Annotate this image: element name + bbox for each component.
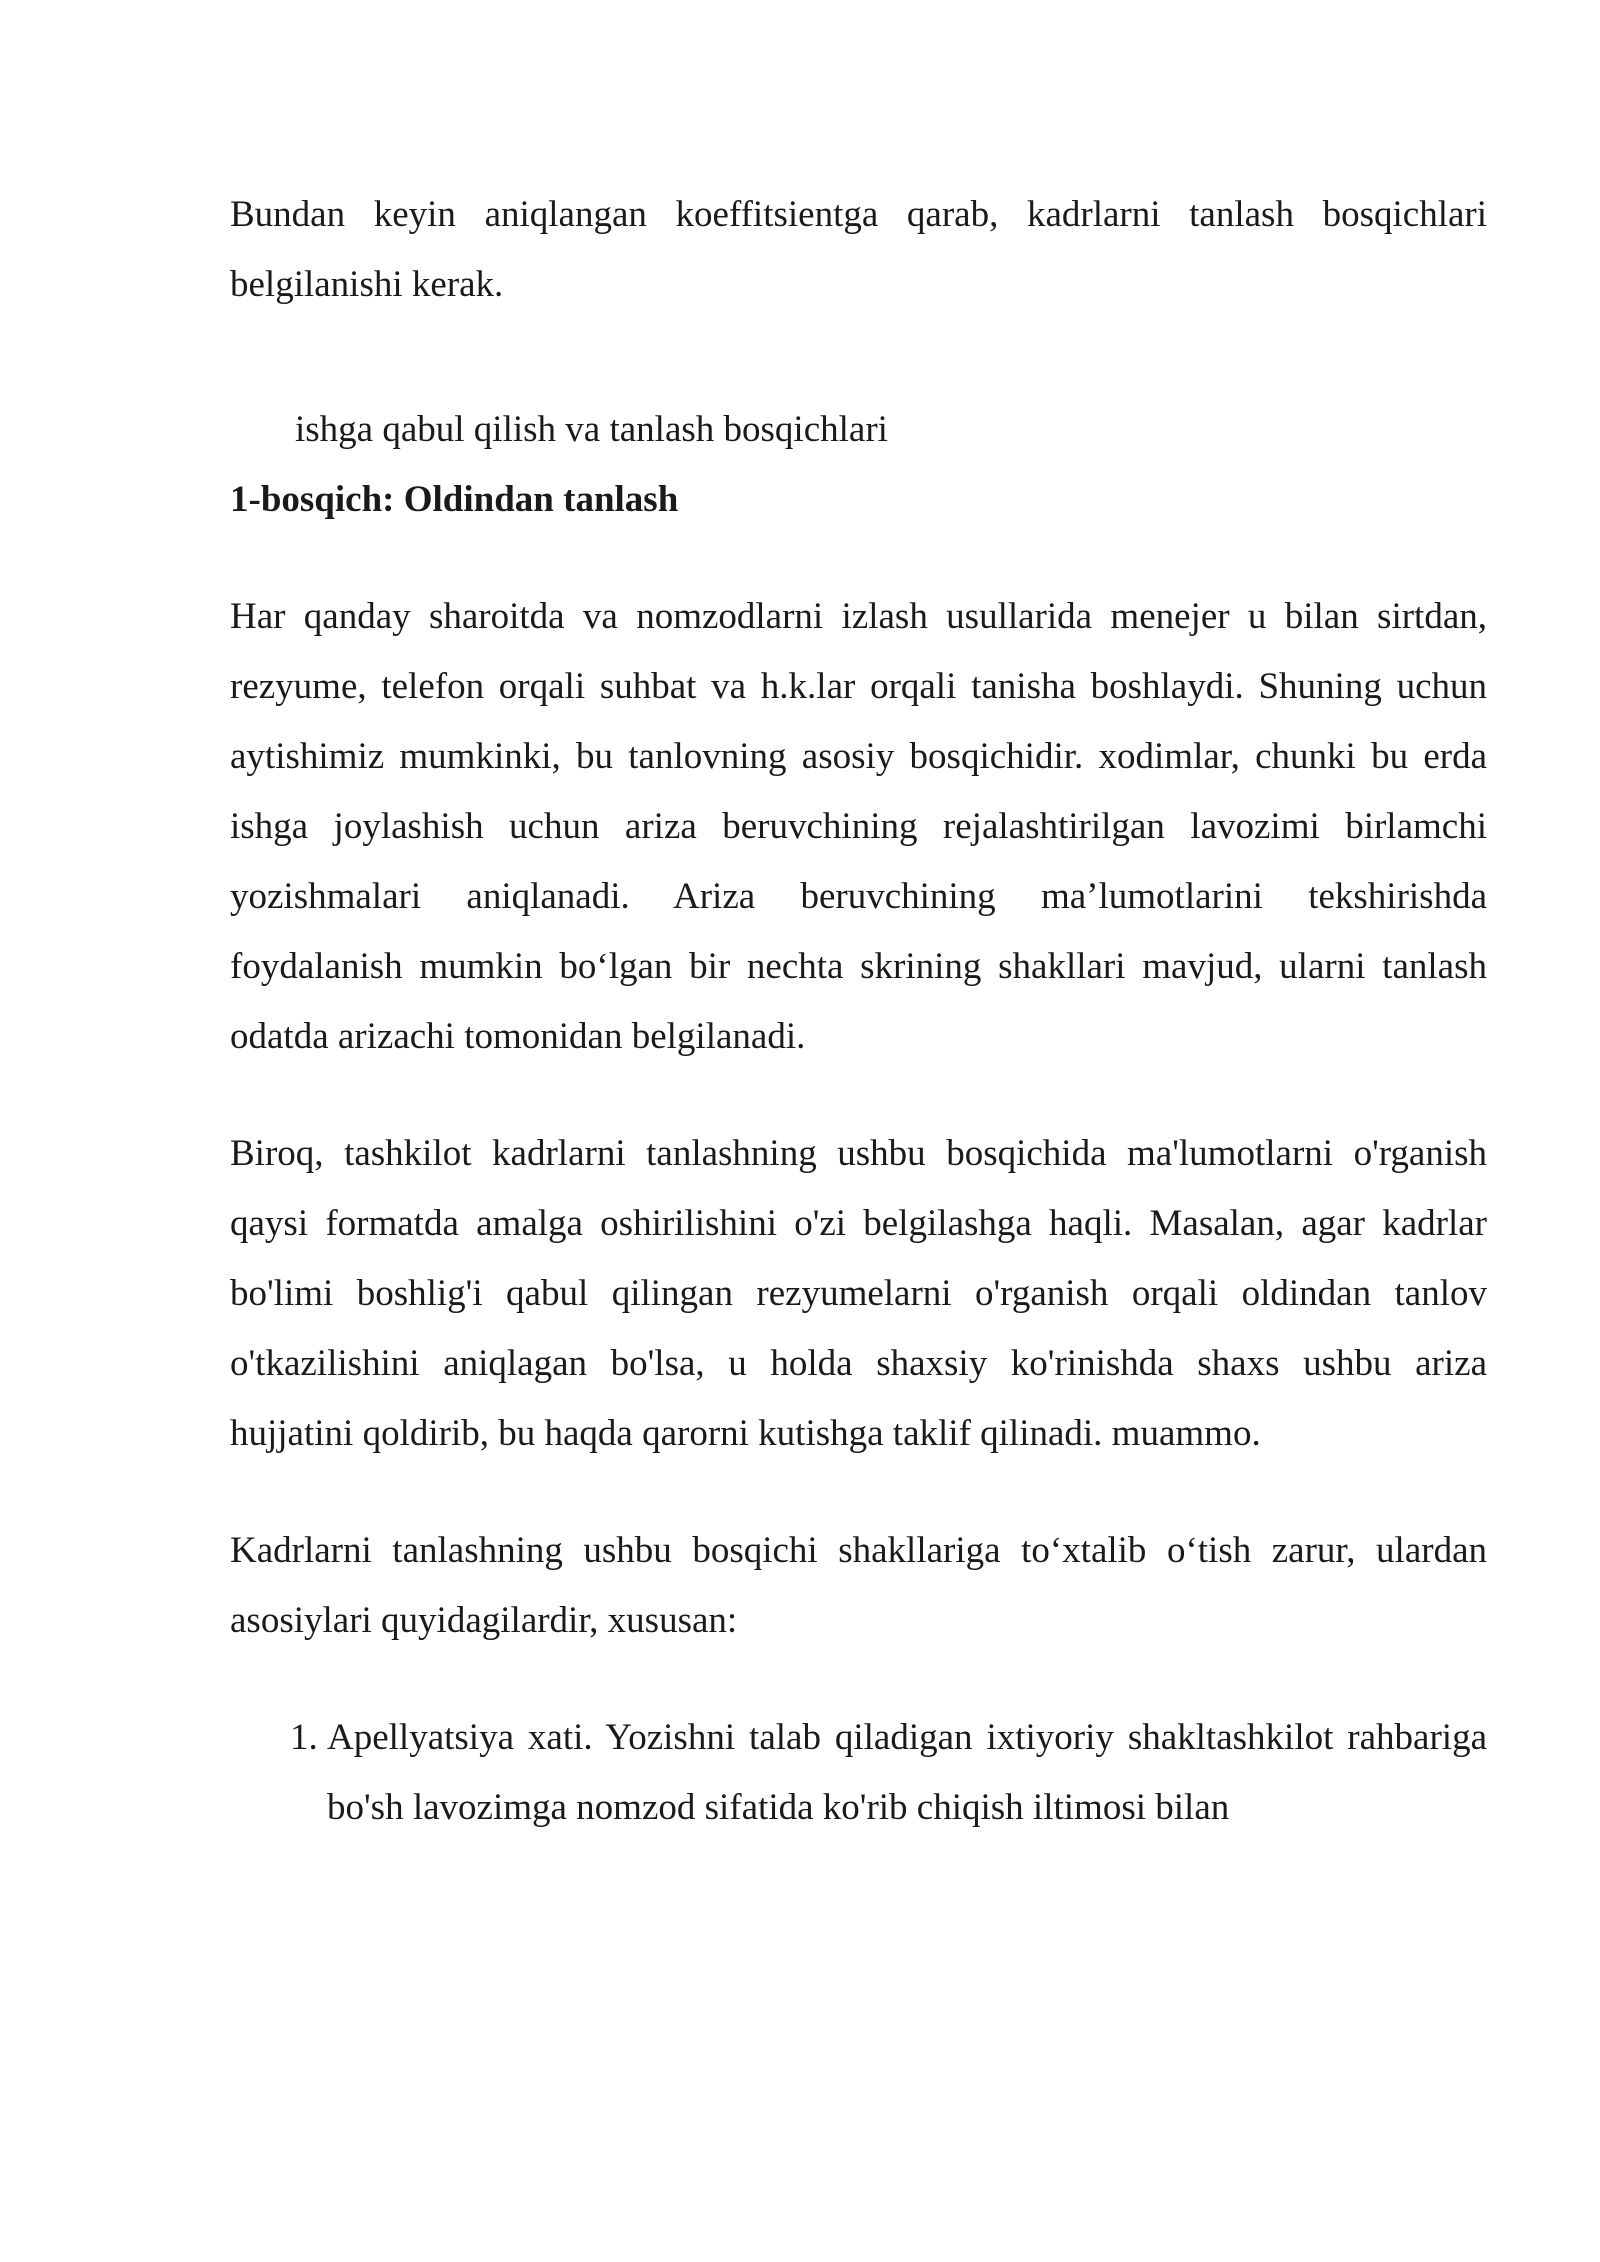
intro-paragraph: Bundan keyin aniqlangan koeffitsientga qarab, kadrlarni tanlash bosqichlari belgilanishi kerak. — [230, 194, 1487, 305]
body-paragraph-2: Biroq, tashkilot kadrlarni tanlashning ushbu bosqichida ma'lumotlarni o'rganish qaysi formatda amalga oshirilishini o'zi belgilashga haqli. Masalan, agar kadrlar bo'limi boshlig'i qabul qilingan rezyumelarni o'rganish orqali oldindan tanlov o'tkazilishini aniqlagan bo'lsa, u holda shaxsiy ko'rinishda shaxs ushbu ariza hujjatini qoldirib, bu haqda qarorni kutishga taklif qilinadi. muammo. — [230, 1133, 1487, 1454]
body-paragraph-3: Kadrlarni tanlashning ushbu bosqichi shakllariga to‘xtalib o‘tish zarur, ulardan asosiylari quyidagilardir, xususan: — [230, 1530, 1487, 1641]
list-item: 1. Apellyatsiya xati. Yozishni talab qiladigan ixtiyoriy shakltashkilot rahbariga bo'sh lavozimga nomzod sifatida ko'rib chiqish iltimosi bilan — [327, 1703, 1487, 1843]
document-page — [230, 180, 1487, 1843]
stage-heading: 1-bosqich: Oldindan tanlash — [230, 479, 679, 520]
body-paragraph-1: Har qanday sharoitda va nomzodlarni izlash usullarida menejer u bilan sirtdan, rezyume, telefon orqali suhbat va h.k.lar orqali tanisha boshlaydi. Shuning uchun aytishimiz mumkinki, bu tanlovning asosiy bosqichidir. xodimlar, chunki bu erda ishga joylashish uchun ariza beruvchining rejalashtirilgan lavozimi birlamchi yozishmalari aniqlanadi. Ariza beruvchining ma’lumotlarini tekshirishda foydalanish mumkin bo‘lgan bir nechta skrining shakllari mavjud, ularni tanlash odatda arizachi tomonidan belgilanadi. — [230, 596, 1487, 1057]
section-subtitle: ishga qabul qilish va tanlash bosqichlari — [295, 409, 888, 450]
numbered-list — [230, 1703, 1487, 1843]
